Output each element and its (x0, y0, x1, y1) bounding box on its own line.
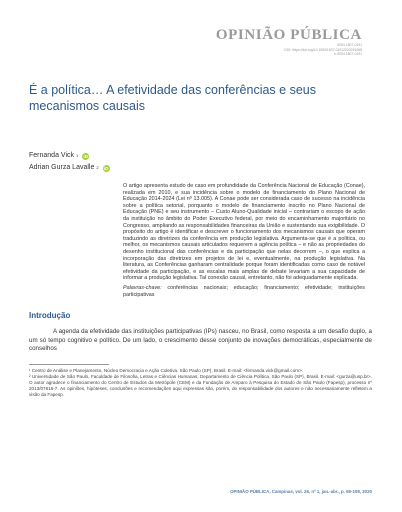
intro-paragraph: A agenda da efetividade das instituições participativas (IPs) nasceu, no Brasil, como resposta a um desafio duplo, a um só tempo cognitivo e político. De um lado, o crescimento desse conjunto de inovações democráticas, especialmente de conselhos (29, 328, 372, 353)
footnote: ² Universidade de São Paulo, Faculdade de Filosofia, Letras e Ciências Humanas, Departamento de Ciência Política. São Paulo (SP), Brasil. E-mail: <gurza@usp.br>. O autor agradece o financiamento do Centro de Estudos da Metrópole (CEM) e da Fundação de Amparo à Pesquisa do Estado de São Paulo (Fapesp), processo nº 2013/07616-7. As opiniões, hipóteses, conclusões e recomendações aqui expressas são, porém, de responsabilidade dos autores e não necessariamente refletem a visão da Fapesp. (29, 374, 372, 398)
author-entry (29, 162, 110, 174)
author-note-marker[interactable]: 1 (76, 153, 79, 158)
orcid-icon[interactable]: iD (103, 165, 109, 171)
keywords-list: conferências nacionais; educação; financiamento; efetividade; instituições participativas (123, 284, 365, 298)
author-entry (29, 150, 110, 162)
keywords (123, 285, 365, 298)
footnote-divider (29, 364, 109, 365)
section-heading: Introdução (29, 311, 71, 320)
abstract-text: O artigo apresenta estudo de caso em profundidade da Conferência Nacional de Educação (Conae), realizada em 2010, e sua incidência sobre o modelo de financiamento do Plano Nacional de Educação 2014-2024 (Lei nº 13.005). A Conae pode ser considerada caso de sucesso na incidência sobre a política setorial, porquanto o modelo de financiamento inscrito no Plano Nacional de Educação (PNE) e seu instrumento – Custo Aluno-Qualidade inicial – contrariam o escopo de ação da instituição no âmbito do Poder Executivo federal, por meio do encaminhamento majoritário no Congresso, ampliando as responsabilidades financeiras da União e sustentando sua exigibilidade. O propósito do artigo é identificar e descrever o funcionamento dos mecanismos causais que operam traduzindo as diretrizes da conferência em produção legislativa. Argumenta-se que é a política, ou melhor, os mecanismos causais articulados requerem a agência política – e não as propriedades do desenho institucional das conferências e da participação que nelas decorrem –, o que explica a incorporação das diretrizes em projetos de lei e, eventualmente, na produção legislativa. Na literatura, as Conferências ganharam centralidade porque foram identificadas como caso de notável efetividade da participação, e as escalas mais amplas de debate levariam a sua capacidade de informar a produção legislativa. Tal conexão causal, entretanto, não foi adequadamente explicada. (123, 183, 365, 282)
journal-masthead (216, 28, 362, 57)
footnotes (29, 368, 372, 399)
abstract (123, 183, 365, 298)
author-list (29, 150, 110, 174)
orcid-icon[interactable]: iD (83, 153, 89, 159)
author-name: Fernanda Vick (29, 152, 75, 159)
keywords-label: Palavras-chave: (123, 284, 162, 291)
footnote: ¹ Centro de Análise e Planejamento, Núcleo Democracia e Ação Coletiva. São Paulo (SP), Brasil. E-mail: <fernanda.vick@gmail.com>. (29, 368, 304, 373)
author-name: Adrian Gurza Lavalle (29, 164, 95, 171)
doi-line[interactable]: DOI: https://doi.org/10.1590/1807-01912020261068 (284, 47, 362, 52)
journal-name: OPINIÃO PÚBLICA (215, 27, 362, 43)
issn-line: ISSN 1807-0191 (336, 43, 362, 47)
author-note-marker[interactable]: 2 (96, 165, 99, 170)
article-title: É a política… A efetividade das conferências e seus mecanismos causais (29, 83, 316, 113)
eissn-line: e-ISSN 1807-0191 (333, 52, 362, 57)
page-footer: OPINIÃO PÚBLICA, Campinas, vol. 26, nº 1, jan.-abr., p. 69-108, 2020 (230, 489, 372, 494)
